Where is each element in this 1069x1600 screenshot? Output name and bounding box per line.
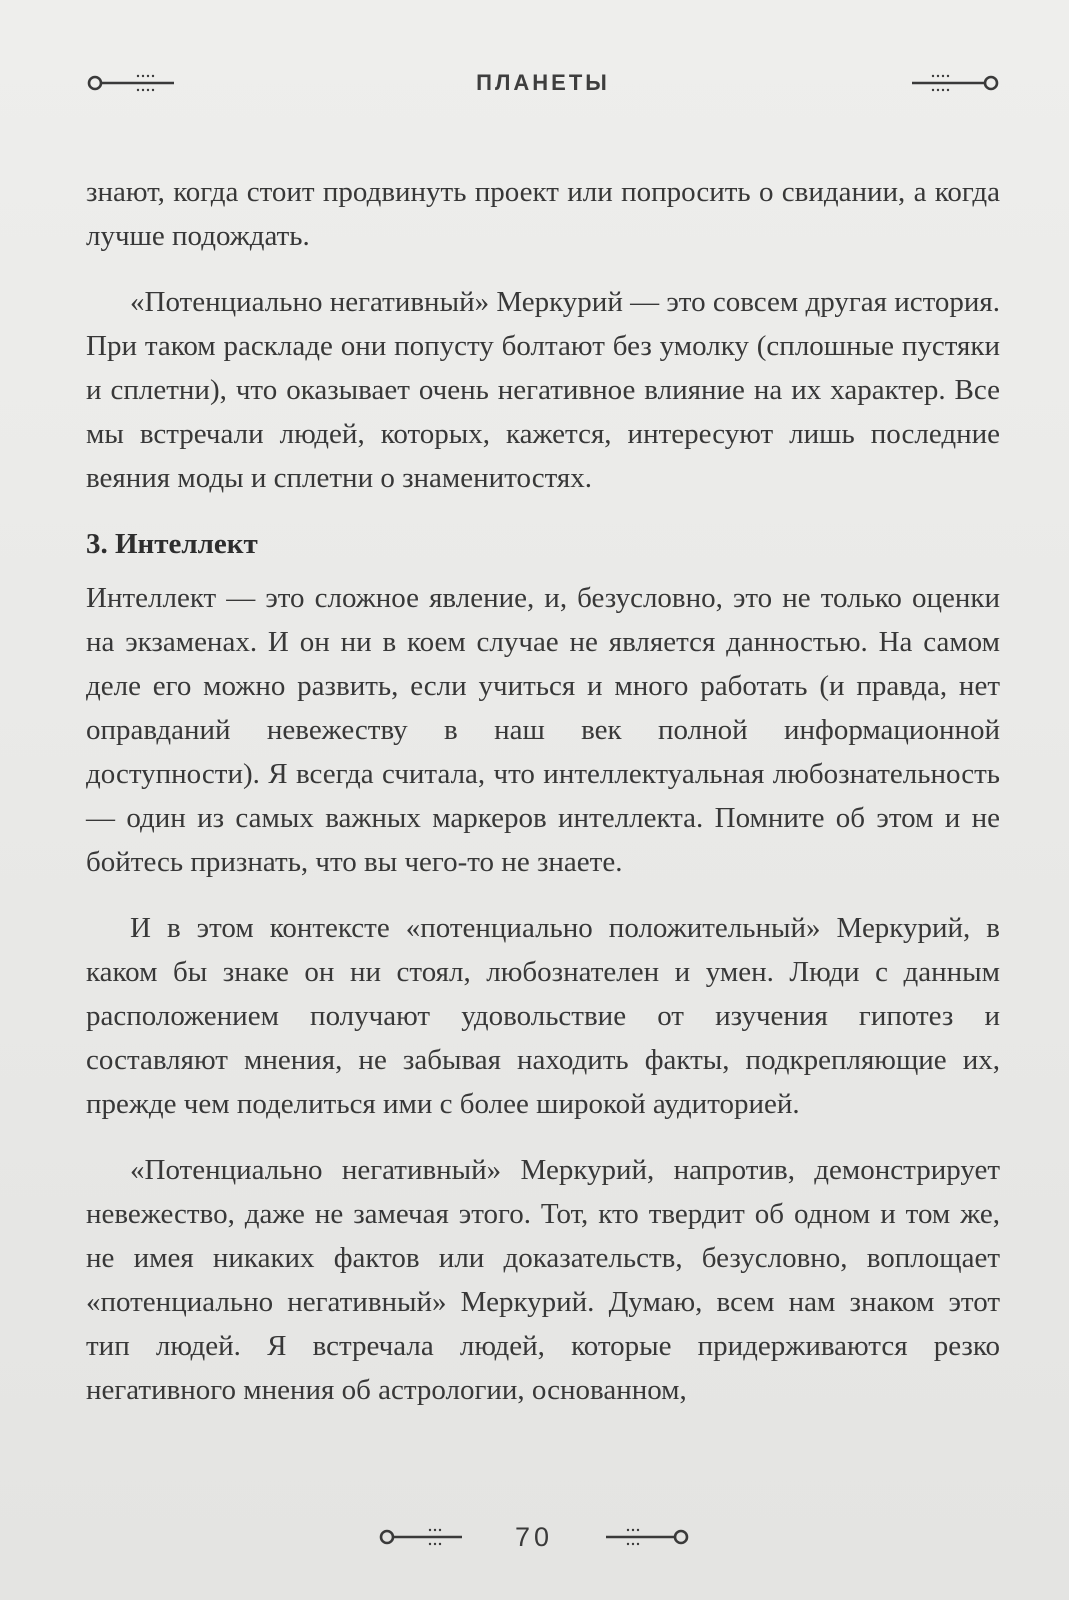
ornament-right-icon: [908, 72, 1000, 94]
ornament-left-icon: [378, 1526, 466, 1548]
folio: [378, 1522, 690, 1552]
paragraph: И в этом контексте «потенциально положительный» Меркурий, в каком бы знаке он ни стоял, любознателен и умен. Люди с данным расположением получают удовольствие от изучения гипотез и составляют мнения, не забывая находить факты, подкрепляющие их, прежде чем поделиться ими с более широкой аудиторией.: [86, 912, 1000, 1120]
paragraph: Интеллект — это сложное явление, и, безусловно, это не только оценки на экзаменах. И он ни в коем случае не является данностью. На самом деле его можно развить, если учиться и много работать (и правда, нет оправданий невежеству в наш век полной информационной доступности). Я всегда считала, что интеллектуальная любознательность — один из самых важных маркеров интеллекта. Помните об этом и не бойтесь признать, что вы чего-то не знаете.: [86, 582, 1000, 878]
body-text: [86, 170, 1000, 1434]
section-heading: 3. Интеллект: [86, 528, 258, 560]
running-title: ПЛАНЕТЫ: [476, 70, 610, 95]
ornament-right-icon: [602, 1526, 690, 1548]
paragraph: «Потенциально негативный» Меркурий, напротив, демонстрирует невежество, даже не замечая этого. Тот, кто твердит об одном и том же, не имея никаких фактов или доказательств, безусловно, воплощает «потенциально негативный» Меркурий. Думаю, всем нам знаком этот тип людей. Я встречала людей, которые придерживаются резко негативного мнения об астрологии, основанном,: [86, 1154, 1000, 1406]
paragraph-continuation: знают, когда стоит продвинуть проект или попросить о свидании, а когда лучше подождать.: [86, 176, 1000, 252]
running-head: [86, 68, 1000, 98]
paragraph: «Потенциально негативный» Меркурий — это совсем другая история. При таком раскладе они попусту болтают без умолку (сплошные пустяки и сплетни), что оказывает очень негативное влияние на их характер. Все мы встречали людей, которых, кажется, интересуют лишь последние веяния моды и сплетни о знаменитостях.: [86, 286, 1000, 494]
ornament-left-icon: [86, 72, 178, 94]
page-number: 70: [514, 1521, 554, 1552]
